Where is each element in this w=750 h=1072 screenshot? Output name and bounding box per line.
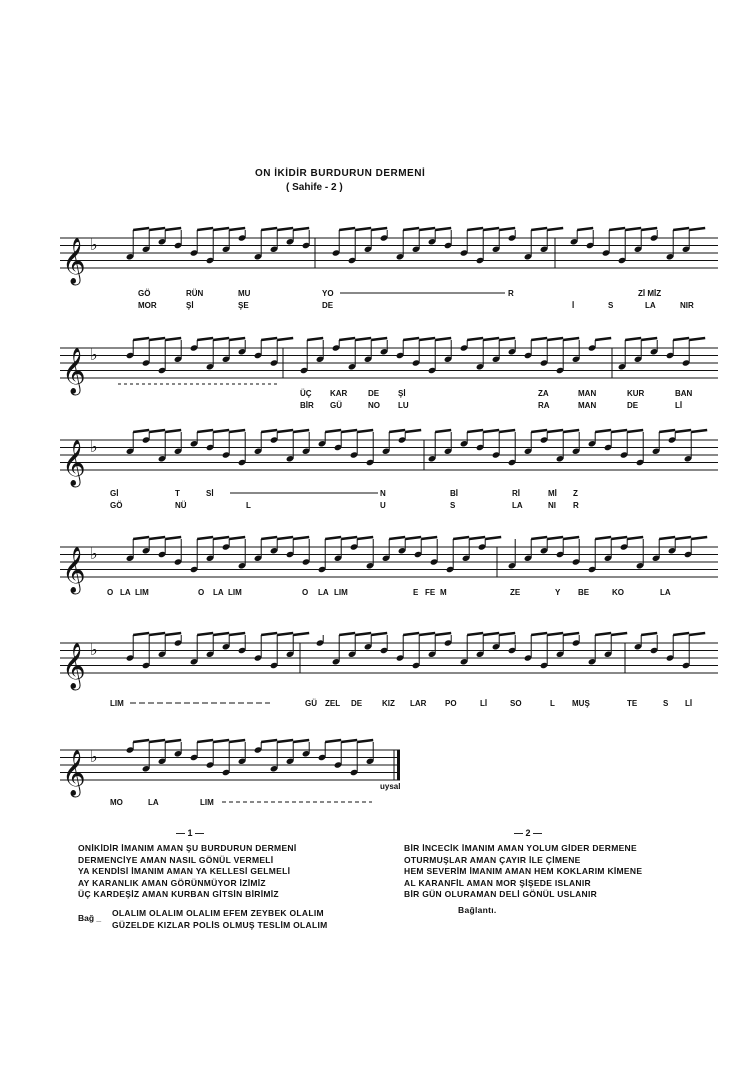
note-beam — [341, 537, 357, 539]
note-beam — [673, 633, 689, 635]
note-beam — [229, 338, 245, 340]
note-beam — [277, 537, 293, 539]
lyric-syllable: ZA — [538, 389, 549, 398]
bag-label: Bağ _ — [78, 913, 102, 923]
treble-clef-icon: 𝄞 — [62, 750, 86, 796]
note-beam — [611, 633, 627, 635]
note-beam — [277, 338, 293, 340]
note-beam — [467, 430, 483, 432]
lyric-syllable: GÖ — [110, 501, 123, 510]
note-beam — [625, 228, 641, 230]
note-beam — [149, 740, 165, 742]
note-beam — [229, 740, 245, 742]
note-beam — [293, 537, 309, 539]
note-beam — [261, 338, 277, 340]
note-beam — [641, 228, 657, 230]
verse-line: BİR GÜN OLURAMAN DELİ GÖNÜL USLANIR — [404, 889, 598, 899]
note-beam — [149, 228, 165, 230]
lyric-syllable: Lİ — [685, 699, 693, 708]
verse-line: OTURMUŞLAR AMAN ÇAYIR İLE ÇİMENE — [404, 854, 581, 865]
lyric-syllable: MAN — [578, 389, 597, 398]
note-beam — [659, 537, 675, 539]
lyric-syllable: Bİ — [450, 489, 458, 498]
lyric-syllable: MO — [110, 798, 123, 807]
note-beam — [229, 537, 245, 539]
lyric-syllable: MOR — [138, 301, 157, 310]
note-beam — [325, 537, 341, 539]
note-beam — [483, 430, 499, 432]
lyric-syllable: E — [413, 588, 419, 597]
lyric-syllable: Mİ — [548, 489, 557, 498]
note-beam — [261, 430, 277, 432]
note-beam — [197, 633, 213, 635]
note-beam — [261, 633, 277, 635]
staff-system — [60, 640, 718, 691]
verse-line: HEM SEVERİM İMANIM AMAN HEM KOKLARIM KİMENE — [404, 866, 643, 876]
note-beam — [197, 740, 213, 742]
note-beam — [165, 740, 181, 742]
lyric-syllable: LA — [120, 588, 131, 597]
note-beam — [133, 740, 149, 742]
treble-clef-icon: 𝄞 — [62, 440, 86, 486]
note-beam — [641, 338, 657, 340]
note-group — [126, 740, 375, 776]
verse-line: BİR İNCECİK İMANIM AMAN YOLUM GİDER DERMENE — [404, 843, 637, 853]
note-beam — [499, 338, 515, 340]
note-beam — [339, 633, 355, 635]
note-beam — [389, 537, 405, 539]
lyric-syllable: Şİ — [186, 301, 194, 310]
note-beam — [213, 740, 229, 742]
lyric-syllable: L — [246, 501, 251, 510]
note-beam — [467, 338, 483, 340]
lyric-syllable: R — [573, 501, 579, 510]
page-subtitle: ( Sahife - 2 ) — [286, 182, 343, 193]
lyric-syllable: NO — [368, 401, 380, 410]
note-beam — [563, 537, 579, 539]
lyric-syllable: L — [550, 699, 555, 708]
note-beam — [483, 338, 499, 340]
lyric-syllable: KO — [612, 588, 624, 597]
staves — [60, 235, 718, 798]
lyric-syllable: DE — [627, 401, 639, 410]
note-beam — [371, 338, 387, 340]
note-beam — [325, 740, 341, 742]
note-beam — [229, 430, 245, 432]
note-group — [126, 338, 705, 374]
note-beam — [261, 740, 277, 742]
lyric-syllable: NIR — [680, 301, 694, 310]
note-beam — [675, 537, 691, 539]
lyric-syllable: Şİ — [398, 389, 406, 398]
note-beam — [165, 430, 181, 432]
note-group — [126, 430, 707, 466]
flat-key-signature-icon: ♭ — [90, 235, 98, 254]
lyric-syllable: LIM — [334, 588, 348, 597]
lyric-syllable: Z — [573, 489, 578, 498]
note-beam — [149, 537, 165, 539]
note-beam — [213, 338, 229, 340]
lyrics — [107, 289, 694, 807]
note-beam — [341, 740, 357, 742]
flat-key-signature-icon: ♭ — [90, 640, 98, 659]
note-beam — [609, 228, 625, 230]
lyric-syllable: MUŞ — [572, 699, 590, 708]
note-beam — [371, 228, 387, 230]
note-beam — [149, 633, 165, 635]
lyric-syllable: U — [380, 501, 386, 510]
verse-line: DERMENCİYE AMAN NASIL GÖNÜL VERMELİ — [78, 854, 274, 865]
note-beam — [691, 430, 707, 432]
lyric-syllable: S — [663, 699, 669, 708]
flat-key-signature-icon: ♭ — [90, 747, 98, 766]
note-beam — [277, 430, 293, 432]
note-beam — [405, 537, 421, 539]
note-beam — [261, 537, 277, 539]
verse-2-number: — 2 — — [514, 828, 543, 838]
verse-line: AL KARANFİL AMAN MOR ŞİŞEDE ISLANIR — [404, 877, 591, 888]
note-beam — [133, 430, 149, 432]
note-beam — [357, 430, 373, 432]
lyric-syllable: LIM — [228, 588, 242, 597]
note-beam — [673, 338, 689, 340]
lyric-syllable: N — [380, 489, 386, 498]
note-beam — [691, 537, 707, 539]
lyric-syllable: NI — [548, 501, 556, 510]
note-beam — [499, 430, 515, 432]
lyric-syllable: LA — [660, 588, 671, 597]
note-beam — [421, 537, 437, 539]
note-beam — [499, 633, 515, 635]
note-beam — [547, 228, 563, 230]
note-beam — [595, 633, 611, 635]
note-beam — [419, 228, 435, 230]
lyric-syllable: DE — [351, 699, 363, 708]
note-beam — [339, 338, 355, 340]
note-beam — [659, 430, 675, 432]
lyric-syllable: LAR — [410, 699, 427, 708]
note-beam — [165, 338, 181, 340]
lyric-syllable: ÜÇ — [300, 389, 312, 398]
baglanti-lines — [112, 908, 328, 931]
lyric-syllable: GÖ — [138, 289, 151, 298]
lyric-syllable: S — [450, 501, 456, 510]
note-beam — [149, 338, 165, 340]
note-beam — [419, 338, 435, 340]
note-beam — [355, 228, 371, 230]
lyric-syllable: BAN — [675, 389, 693, 398]
lyric-syllable: YO — [322, 289, 334, 298]
verse-1 — [78, 843, 297, 901]
note-beam — [213, 537, 229, 539]
lyric-syllable: LIM — [135, 588, 149, 597]
note-beam — [165, 633, 181, 635]
note-beam — [577, 228, 593, 230]
note-beam — [625, 338, 641, 340]
lyric-syllable: S — [608, 301, 614, 310]
lyric-syllable: RÜN — [186, 289, 204, 298]
verse-line: OLALIM OLALIM OLALIM EFEM ZEYBEK OLALIM — [112, 908, 324, 918]
note-beam — [403, 228, 419, 230]
note-beam — [293, 633, 309, 635]
lyric-syllable: DE — [368, 389, 380, 398]
note-beam — [357, 537, 373, 539]
note-beam — [595, 430, 611, 432]
lyric-syllable: T — [175, 489, 180, 498]
note-beam — [293, 228, 309, 230]
note-beam — [673, 228, 689, 230]
note-beam — [371, 633, 387, 635]
note-beam — [547, 537, 563, 539]
note-beam — [277, 633, 293, 635]
note-beam — [133, 228, 149, 230]
note-beam — [341, 430, 357, 432]
lyric-syllable: LA — [318, 588, 329, 597]
lyric-syllable: Sİ — [206, 489, 214, 498]
note-beam — [563, 430, 579, 432]
lyric-syllable: İ — [572, 301, 575, 310]
note-group — [126, 537, 707, 573]
note-beam — [531, 537, 547, 539]
note-beam — [229, 633, 245, 635]
note-beam — [563, 633, 579, 635]
note-beam — [277, 228, 293, 230]
lyric-syllable: PO — [445, 699, 457, 708]
lyric-syllable: MAN — [578, 401, 597, 410]
note-beam — [611, 537, 627, 539]
note-beam — [675, 430, 691, 432]
treble-clef-icon: 𝄞 — [62, 547, 86, 593]
note-beam — [531, 430, 547, 432]
lyric-syllable: Gİ — [110, 489, 119, 498]
note-group — [126, 228, 705, 264]
lyric-syllable: KIZ — [382, 699, 395, 708]
note-beam — [261, 228, 277, 230]
verse-line: ÜÇ KARDEŞİZ AMAN KURBAN GİTSİN BİRİMİZ — [78, 889, 279, 899]
lyric-syllable: DE — [322, 301, 334, 310]
lyric-syllable: Rİ — [512, 489, 520, 498]
note-beam — [485, 537, 501, 539]
lyric-syllable: LIM — [200, 798, 214, 807]
verse-line: YA KENDİSİ İMANIM AMAN YA KELLESİ GELMELİ — [78, 866, 291, 876]
note-beam — [213, 228, 229, 230]
lyric-syllable: Lİ — [480, 699, 488, 708]
note-beam — [355, 338, 371, 340]
lyric-syllable: KUR — [627, 389, 645, 398]
note-beam — [213, 633, 229, 635]
note-beam — [531, 633, 547, 635]
treble-clef-icon: 𝄞 — [62, 643, 86, 689]
note-beam — [531, 228, 547, 230]
lyric-syllable: O — [107, 588, 114, 597]
note-beam — [133, 537, 149, 539]
note-beam — [277, 740, 293, 742]
treble-clef-icon: 𝄞 — [62, 238, 86, 284]
note-beam — [547, 633, 563, 635]
verse-1-number: — 1 — — [176, 828, 205, 838]
treble-clef-icon: 𝄞 — [62, 348, 86, 394]
note-beam — [453, 537, 469, 539]
note-beam — [689, 338, 705, 340]
note-beam — [339, 228, 355, 230]
note-beam — [689, 228, 705, 230]
note-beam — [483, 633, 499, 635]
note-beam — [403, 338, 419, 340]
lyric-syllable: BE — [578, 588, 590, 597]
note-beam — [197, 430, 213, 432]
note-beam — [133, 338, 149, 340]
verse-line: AY KARANLIK AMAN GÖRÜNMÜYOR İZİMİZ — [78, 877, 266, 888]
note-beam — [165, 537, 181, 539]
note-beam — [213, 430, 229, 432]
note-beam — [197, 228, 213, 230]
note-beam — [435, 338, 451, 340]
note-beam — [435, 633, 451, 635]
verse-line: GÜZELDE KIZLAR POLİS OLMUŞ TESLİM OLALIM — [112, 919, 328, 930]
note-beam — [229, 228, 245, 230]
note-beam — [611, 430, 627, 432]
lyric-syllable: KAR — [330, 389, 348, 398]
note-beam — [483, 228, 499, 230]
note-beam — [467, 228, 483, 230]
lyric-syllable: LA — [213, 588, 224, 597]
verse-2-baglanti: Bağlantı. — [458, 905, 497, 915]
note-beam — [355, 633, 371, 635]
note-beam — [689, 633, 705, 635]
note-beam — [419, 633, 435, 635]
lyric-syllable: M — [440, 588, 447, 597]
note-beam — [641, 633, 657, 635]
lyric-syllable: LA — [645, 301, 656, 310]
lyric-syllable: MU — [238, 289, 251, 298]
lyric-syllable: BİR — [300, 401, 314, 410]
flat-key-signature-icon: ♭ — [90, 437, 98, 456]
note-beam — [595, 537, 611, 539]
note-beam — [467, 633, 483, 635]
lyric-syllable: LA — [512, 501, 523, 510]
lyric-syllable: LU — [398, 401, 409, 410]
note-beam — [547, 430, 563, 432]
note-beam — [293, 740, 309, 742]
note-beam — [133, 633, 149, 635]
note-beam — [627, 537, 643, 539]
song-title: ON İKİDİR BURDURUN DERMENİ — [255, 168, 426, 179]
signature: uysal — [380, 782, 401, 791]
notes — [126, 228, 707, 776]
note-beam — [197, 338, 213, 340]
lyric-syllable: Lİ — [675, 401, 683, 410]
note-beam — [325, 430, 341, 432]
note-beam — [307, 338, 323, 340]
lyric-syllable: O — [198, 588, 205, 597]
note-beam — [435, 430, 451, 432]
lyric-syllable: RA — [538, 401, 550, 410]
lyric-syllable: GÜ — [330, 401, 342, 410]
note-beam — [531, 338, 547, 340]
lyric-syllable: ZE — [510, 588, 521, 597]
note-beam — [403, 633, 419, 635]
lyric-syllable: ŞE — [238, 301, 249, 310]
lyric-syllable: LA — [148, 798, 159, 807]
staff-system — [60, 747, 400, 798]
lyric-syllable: GÜ — [305, 699, 317, 708]
lyric-syllable: R — [508, 289, 514, 298]
lyric-syllable: Y — [555, 588, 561, 597]
lyric-syllable: Zİ MİZ — [638, 289, 662, 298]
verse-line: ONİKİDİR İMANIM AMAN ŞU BURDURUN DERMENİ — [78, 843, 297, 853]
note-beam — [547, 338, 563, 340]
lyric-syllable: O — [302, 588, 309, 597]
lyric-syllable: ZEL — [325, 699, 341, 708]
note-beam — [149, 430, 165, 432]
note-beam — [435, 228, 451, 230]
final-bar-thick — [397, 750, 400, 780]
lyric-syllable: LIM — [110, 699, 124, 708]
note-beam — [499, 228, 515, 230]
lyric-syllable: TE — [627, 699, 638, 708]
flat-key-signature-icon: ♭ — [90, 345, 98, 364]
note-beam — [165, 228, 181, 230]
note-beam — [357, 740, 373, 742]
note-beam — [563, 338, 579, 340]
note-beam — [405, 430, 421, 432]
lyric-syllable: SO — [510, 699, 522, 708]
note-beam — [595, 338, 611, 340]
lyric-syllable: FE — [425, 588, 436, 597]
note-beam — [389, 430, 405, 432]
note-beam — [469, 537, 485, 539]
flat-key-signature-icon: ♭ — [90, 544, 98, 563]
note-beam — [293, 430, 309, 432]
note-group — [126, 633, 705, 669]
note-beam — [627, 430, 643, 432]
lyric-syllable: NÜ — [175, 501, 187, 510]
verse-2 — [404, 843, 642, 901]
note-beam — [197, 537, 213, 539]
